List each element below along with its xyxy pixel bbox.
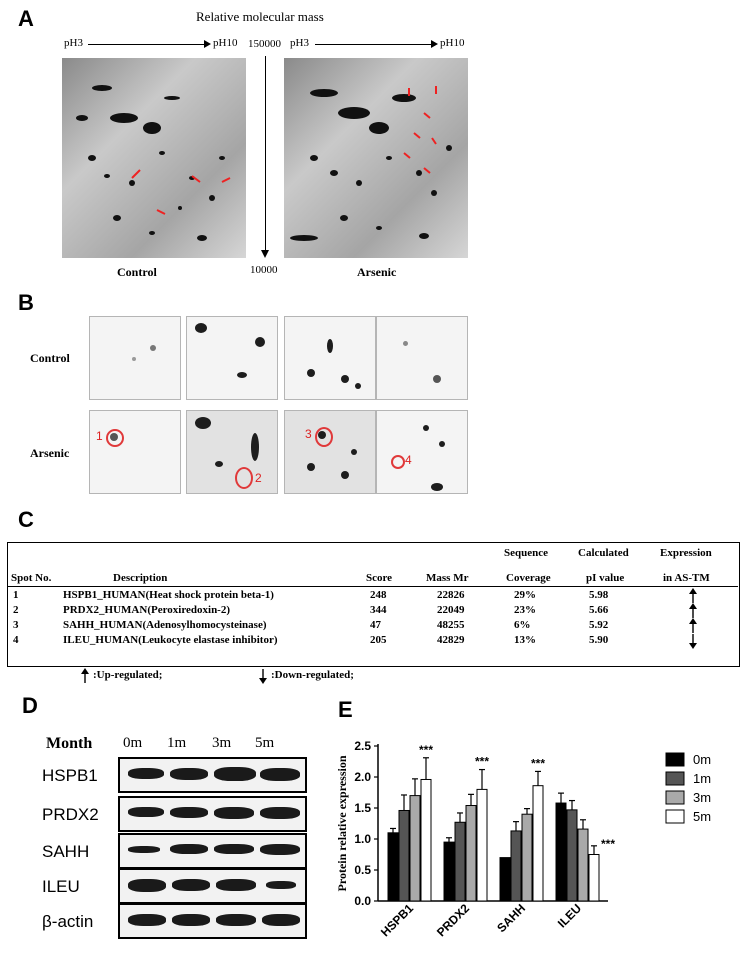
th-score: Score [366,572,393,584]
legend-down-arrow-icon [258,668,268,684]
bar-1m-HSPB1 [399,810,409,901]
th-top-coverage: Sequence [504,547,548,559]
table-cell-no: 3 [13,619,19,631]
th-mass: Mass Mr [426,572,469,584]
gel-control-image [62,58,246,258]
legend-up-arrow-icon [80,668,90,684]
th-top-expression: Expression [660,547,712,559]
table-cell-desc: ILEU_HUMAN(Leukocyte elastase inhibitor) [63,634,278,646]
mass-arrow-line [265,56,266,252]
table-header-rule [8,586,738,587]
panel-e-letter: E [338,697,353,722]
ph-left-arrowhead [204,40,211,48]
significance-label: *** [530,756,546,771]
table-cell-cov: 29% [514,589,536,601]
x-tick-label: HSPB1 [377,901,417,940]
table-cell-desc: PRDX2_HUMAN(Peroxiredoxin-2) [63,604,231,616]
up-arrow-icon [688,588,698,604]
mass-top-label: 150000 [248,38,281,50]
bar-3m-SAHH [522,814,532,901]
row-label-control: Control [30,351,70,365]
ph-right-arrowhead [431,40,438,48]
mass-bottom-label: 10000 [250,264,278,276]
panel-b-letter: B [18,290,34,315]
panel-a-title: Relative molecular mass [196,9,324,24]
legend-swatch-3m [666,791,684,804]
blot-sahh [118,833,307,869]
row-label-arsenic: Arsenic [30,446,70,460]
table-cell-mass: 22826 [437,589,465,601]
table-cell-score: 205 [370,634,387,646]
y-axis-label: Protein relative expression [335,755,349,892]
legend-swatch-1m [666,772,684,785]
legend-label: 3m [693,790,712,805]
blot-prdx2 [118,796,307,832]
bar-0m-HSPB1 [388,833,398,901]
bar-5m-HSPB1 [421,779,431,901]
blot-label-hspb1: HSPB1 [42,766,98,785]
table-cell-no: 2 [13,604,19,616]
bar-1m-PRDX2 [455,822,465,901]
blot-label-prdx2: PRDX2 [42,805,99,824]
x-tick-label: SAHH [494,901,529,936]
table-cell-mass: 22049 [437,604,465,616]
bar-5m-PRDX2 [477,789,487,901]
expression-bar-chart [330,720,740,956]
month-1m: 1m [167,735,187,751]
bar-1m-SAHH [511,831,521,901]
blot-label-ileu: ILEU [42,877,80,896]
legend-swatch-5m [666,810,684,823]
table-cell-cov: 23% [514,604,536,616]
legend-label: 0m [693,752,712,767]
zoom-arsenic-1 [89,410,181,494]
table-cell-score: 248 [370,589,387,601]
month-label: Month [46,735,93,752]
th-spot-no: Spot No. [11,572,52,584]
table-cell-pi: 5.98 [589,589,609,601]
ph-right-arrow-line [315,44,433,45]
zoom-control-1 [89,316,181,400]
up-arrow-icon [688,603,698,619]
blot-beta-actin [118,903,307,939]
y-tick-label: 2.0 [354,770,371,784]
blot-ileu [118,868,307,904]
zoom-arsenic-2 [186,410,278,494]
table-cell-desc: SAHH_HUMAN(Adenosylhomocysteinase) [63,619,267,631]
gel-arsenic-image [284,58,468,258]
significance-label: *** [474,754,490,769]
blot-hspb1 [118,757,307,793]
spot-number-1: 1 [96,429,103,443]
spot-number-3: 3 [305,427,312,441]
month-5m: 5m [255,735,275,751]
spot-number-4: 4 [405,453,412,467]
bar-0m-ILEU [556,803,566,901]
label-control-gel: Control [117,265,157,279]
bar-3m-PRDX2 [466,806,476,901]
y-tick-label: 0.0 [354,894,371,908]
month-0m: 0m [123,735,143,751]
table-cell-no: 1 [13,589,19,601]
blot-label-sahh: SAHH [42,842,90,861]
y-tick-label: 1.5 [354,801,371,815]
bar-5m-ILEU [589,855,599,902]
y-tick-label: 0.5 [354,863,371,877]
legend-up-label: :Up-regulated; [93,669,163,681]
ph-left-arrow-line [88,44,206,45]
ph-right-end: pH10 [440,37,465,49]
legend-swatch-0m [666,753,684,766]
zoom-control-4 [376,316,468,400]
legend-down-label: :Down-regulated; [271,669,354,681]
significance-label: *** [418,742,434,757]
zoom-arsenic-3 [284,410,376,494]
ph-left-end: pH10 [213,37,238,49]
th-in-as-tm: in AS-TM [663,572,710,584]
th-coverage: Coverage [506,572,551,584]
table-cell-pi: 5.90 [589,634,609,646]
zoom-control-3 [284,316,376,400]
table-cell-score: 47 [370,619,381,631]
bar-1m-ILEU [567,810,577,901]
legend-label: 1m [693,771,712,786]
down-arrow-icon [688,633,698,649]
table-cell-pi: 5.92 [589,619,609,631]
panel-d-letter: D [22,693,38,718]
y-tick-label: 1.0 [354,832,371,846]
significance-label: *** [600,836,616,851]
table-cell-mass: 42829 [437,634,465,646]
table-cell-cov: 13% [514,634,536,646]
blot-label-beta-actin: β-actin [42,912,94,931]
ph-left-start: pH3 [64,37,83,49]
y-tick-label: 2.5 [354,739,371,753]
table-cell-mass: 48255 [437,619,465,631]
table-cell-no: 4 [13,634,19,646]
th-description: Description [113,572,168,584]
zoom-arsenic-4 [376,410,468,494]
table-cell-pi: 5.66 [589,604,609,616]
up-arrow-icon [688,618,698,634]
bar-3m-ILEU [578,829,588,901]
label-arsenic-gel: Arsenic [357,265,397,279]
mass-arrowhead [261,250,269,258]
bar-5m-SAHH [533,786,543,901]
x-tick-label: ILEU [554,901,585,931]
x-tick-label: PRDX2 [433,901,473,940]
bar-0m-SAHH [500,858,510,901]
panel-c-letter: C [18,507,34,532]
zoom-control-2 [186,316,278,400]
th-top-calc: Calculated [578,547,629,559]
bar-3m-HSPB1 [410,796,420,901]
ph-right-start: pH3 [290,37,309,49]
th-pi: pI value [586,572,625,584]
table-cell-score: 344 [370,604,387,616]
table-cell-cov: 6% [514,619,531,631]
bar-0m-PRDX2 [444,842,454,901]
month-3m: 3m [212,735,232,751]
legend-label: 5m [693,809,712,824]
spot-number-2: 2 [255,471,262,485]
panel-a-letter: A [18,6,34,31]
table-cell-desc: HSPB1_HUMAN(Heat shock protein beta-1) [63,589,274,601]
